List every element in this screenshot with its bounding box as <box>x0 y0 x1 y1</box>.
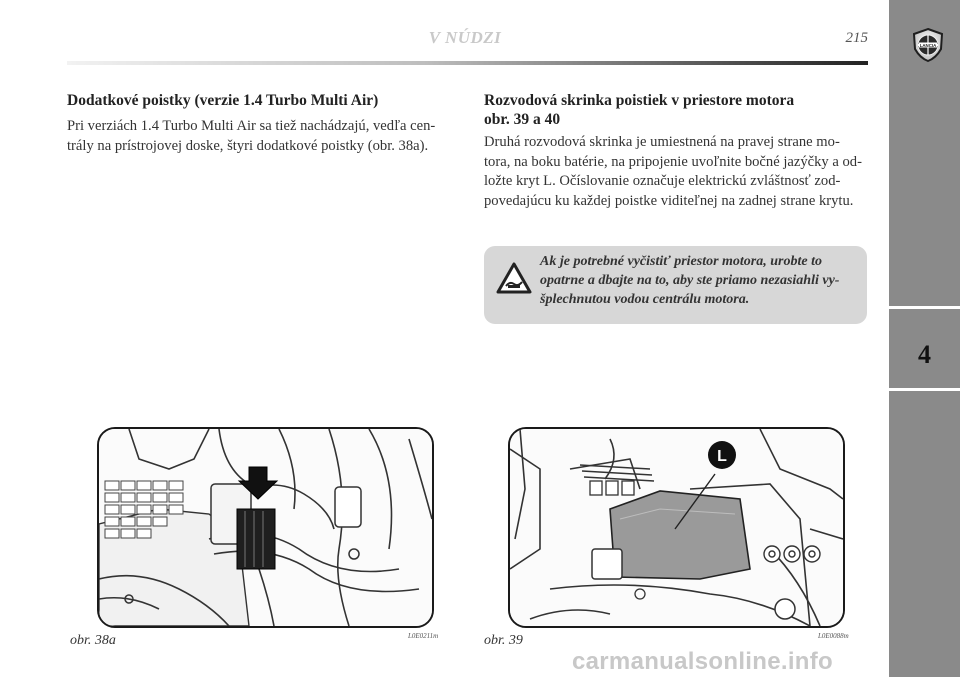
figure-39-caption: obr. 39 <box>484 633 523 648</box>
left-paragraph <box>67 117 454 156</box>
page-number: 215 <box>845 30 868 46</box>
text-line: Pri verziách 1.4 Turbo Multi Air sa tiež nachádzajú, vedľa cen- <box>67 118 436 134</box>
fuse-panel-illustration <box>99 429 432 626</box>
chapter-sidebar <box>889 0 960 677</box>
text-line: Druhá rozvodová skrinka je umiestnená na pravej strane mo- <box>484 134 840 150</box>
figure-38a-code: L0E0211m <box>408 632 439 640</box>
right-paragraph <box>484 133 867 211</box>
sidebar-divider <box>889 388 960 391</box>
text-line: šplechnutou vodou centrálu motora. <box>540 292 750 307</box>
figure-38a-caption: obr. 38a <box>70 633 116 648</box>
text-line: opatrne a dbajte na to, aby ste priamo nezasiahli vy- <box>540 273 840 288</box>
text-line: ložte kryt L. Očíslovanie označuje elektrickú zvláštnosť zod- <box>484 173 841 189</box>
title-line: Rozvodová skrinka poistiek v priestore motora <box>484 92 795 109</box>
warning-text <box>540 252 858 309</box>
text-line: povedajúcu ku každej poistke viditeľnej na zadnej strane krytu. <box>484 192 854 209</box>
text-line: tora, na boku batérie, na pripojenie uvoľnite bočné jazýčky a od- <box>484 153 862 170</box>
left-section-title: Dodatkové poistky (verzie 1.4 Turbo Multi Air) <box>67 92 379 109</box>
text-line: trály na prístrojovej doske, štyri dodatkové poistky (obr. 38a). <box>67 137 429 154</box>
figure-38a-image <box>97 427 434 628</box>
figure-39-image <box>508 427 845 628</box>
chapter-number: 4 <box>918 340 931 369</box>
sidebar-divider <box>889 306 960 309</box>
logo-lettering: LANCIA <box>919 42 937 48</box>
engine-fuse-box-illustration <box>510 429 843 626</box>
watermark-text: carmanualsonline.info <box>572 648 834 675</box>
lancia-logo-icon <box>910 27 946 63</box>
warning-triangle-icon <box>496 262 532 294</box>
title-line: obr. 39 a 40 <box>484 111 561 128</box>
figure-39-code: L0E0088m <box>818 632 849 640</box>
text-line: Ak je potrebné vyčistiť priestor motora, urobte to <box>540 254 822 269</box>
right-section-title <box>484 91 867 129</box>
callout-label-l: L <box>717 448 727 465</box>
page-header-title: V NÚDZI <box>428 28 502 47</box>
header-divider <box>67 61 868 65</box>
